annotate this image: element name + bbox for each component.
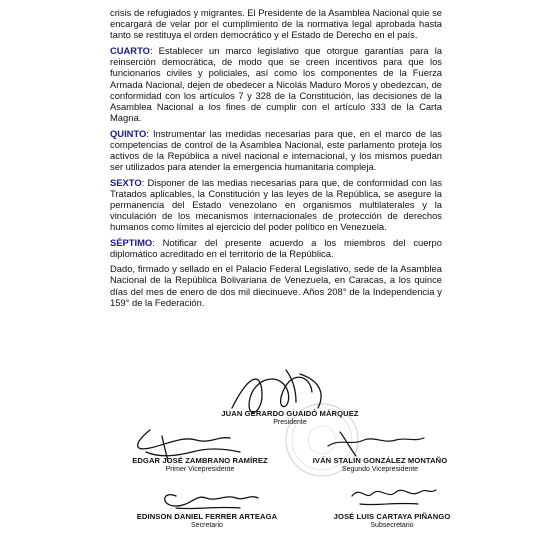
signatory-name: EDGAR JOSÉ ZAMBRANO RAMÍREZ <box>132 456 268 465</box>
signature-second-vp <box>296 456 464 474</box>
paragraph-intro <box>110 7 442 40</box>
signature-secretary <box>122 512 292 530</box>
paragraph-text: : Disponer de las medias necesarias para que, de conformidad con las Tratados aplicables, la Constitución y las leyes de la República, se asegure la permanencia del Estado venezolano en organismos multilaterales y la vinculación de los mecanismos internacionales de protección de derechos humanos como límites al ejercicio del poder político en Venezuela. <box>110 176 442 232</box>
signatory-name: JOSÉ LUIS CARTAYA PIÑANGO <box>333 512 451 521</box>
signatory-role: Subsecretario <box>370 522 414 529</box>
paragraph-quinto <box>110 128 442 172</box>
signature-first-vp <box>120 456 280 474</box>
signature-president <box>200 409 380 427</box>
paragraph-septimo <box>110 237 442 259</box>
president-signature <box>232 370 321 412</box>
paragraph-text: : Establecer un marco legislativo que otorgue garantías para la reinserción democrática, de modo que se creen incentivos para que los funcionarios civiles y policiales, así como los componentes de la Fuerza Armada Nacional, dejen de obedecer a Nicolás Maduro Moros y obedezcan, de conformidad con los artículos 7 y 328 de la Constitución, las decisiones de la Asamblea Nacional a los fines de cumplir con el artículo 333 de la Carta Magna. <box>110 45 442 123</box>
second-vp-signature <box>328 432 424 456</box>
signatory-name: IVÁN STALIN GONZÁLEZ MONTAÑO <box>312 456 448 465</box>
paragraph-closing <box>110 263 442 307</box>
signature-undersecretary <box>312 512 472 530</box>
paragraph-lead: SÉPTIMO <box>110 236 153 248</box>
signatory-role: Presidente <box>273 419 307 426</box>
paragraph-text: : Notificar del presente acuerdo a los miembros del cuerpo diplomático acreditado en el territorio de la República. <box>110 236 442 259</box>
paragraph-lead: QUINTO <box>110 127 147 139</box>
resolution-text <box>110 7 442 312</box>
paragraph-text: Dado, firmado y sellado en el Palacio Federal Legislativo, sede de la Asamblea Nacional de la República Bolivariana de Venezuela, en Caracas, a los quince días del mes de enero de dos mil diecinueve. Años 208° de la Independencia y 159° de la Federación. <box>110 263 442 308</box>
secretary-signature <box>165 495 258 509</box>
paragraph-lead: SEXTO <box>110 176 142 188</box>
signatory-name: EDINSON DANIEL FERRER ARTEAGA <box>136 512 278 521</box>
signatory-name: JUAN GERARDO GUAIDÓ MÁRQUEZ <box>221 409 359 418</box>
signatory-role: Secretario <box>191 522 223 529</box>
paragraph-sexto <box>110 177 442 232</box>
signatory-role: Segundo Vicepresidente <box>341 466 419 473</box>
undersecretary-signature <box>352 490 436 505</box>
paragraph-text: : Instrumentar las medidas necesarias para que, en el marco de las competencias de control de la Asamblea Nacional, este parlamento proteja los activos de la República a nivel nacional e internacional, y los mismos puedan ser utilizados para atender la emergencia humanitaria compleja. <box>110 127 442 172</box>
paragraph-text: crisis de refugiados y migrantes. El Presidente de la Asamblea Nacional quie se encargará de velar por el cumplimiento de la normativa legal aprobada hasta tanto se restituya el orden democrático y el Estado de Derecho en el país. <box>110 7 442 41</box>
paragraph-lead: CUARTO <box>110 45 150 57</box>
signatory-role: Primer Vicepresidente <box>165 466 235 473</box>
paragraph-cuarto <box>110 45 442 123</box>
